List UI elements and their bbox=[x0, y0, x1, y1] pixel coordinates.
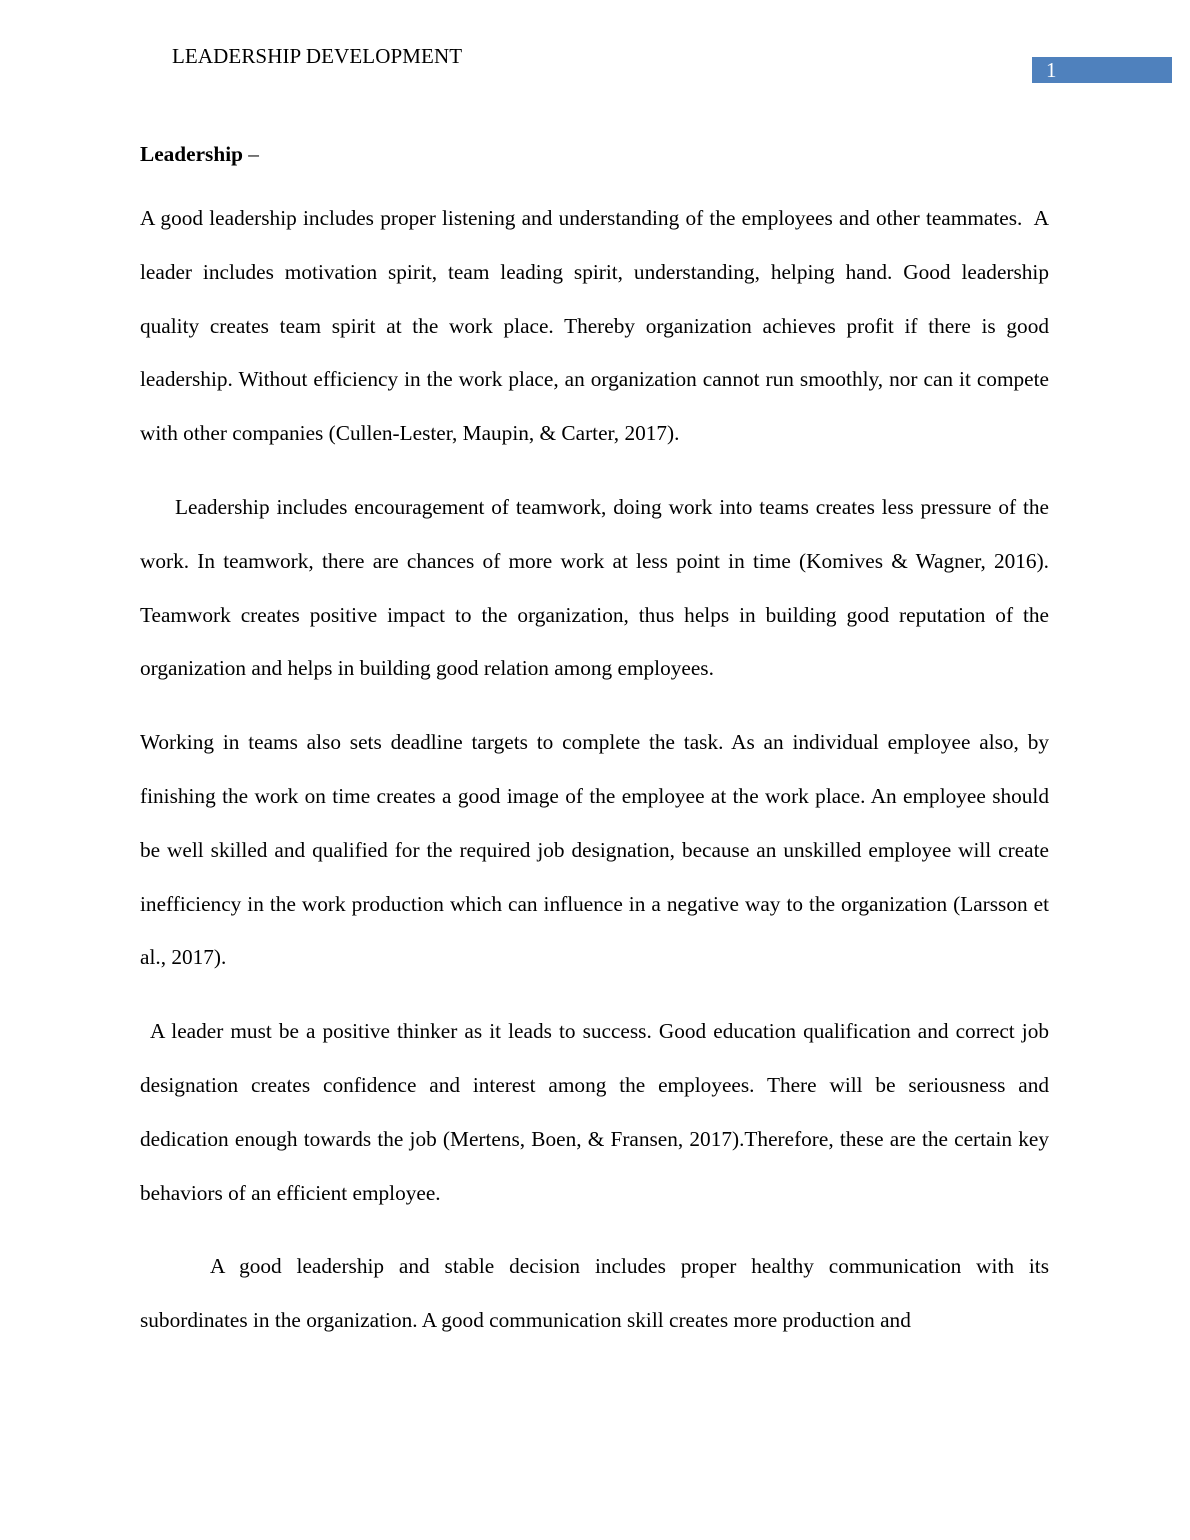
paragraph-3: Working in teams also sets deadline targets to complete the task. As an individual employee also, by finishing the work on time creates a good image of the employee at the work place. An employee should be well skilled and qualified for the required job designation, because an unskilled employee will create inefficiency in the work production which can influence in a negative way to the organization (Larsson et al., 2017). bbox=[140, 730, 1049, 970]
page-number-box bbox=[1032, 57, 1172, 83]
document-body bbox=[140, 136, 1049, 1368]
section-heading-dash: – bbox=[242, 142, 259, 166]
paragraph-1: A good leadership includes proper listening and understanding of the employees and other teammates. A leader includes motivation spirit, team leading spirit, understanding, helping hand. Good leadership quality creates team spirit at the work place. Thereby organization achieves profit if there is good leadership. Without efficiency in the work place, an organization cannot run smoothly, nor can it compete with other companies (Cullen-Lester, Maupin, & Carter, 2017). bbox=[140, 206, 1049, 446]
paragraph-2: Leadership includes encouragement of teamwork, doing work into teams creates less pressure of the work. In teamwork, there are chances of more work at less point in time (Komives & Wagner, 2016). Teamwork creates positive impact to the organization, thus helps in building good reputation of the organization and helps in building good relation among employees. bbox=[140, 494, 1049, 681]
section-heading bbox=[140, 136, 1049, 172]
paragraph-4: A leader must be a positive thinker as it leads to success. Good education qualification and correct job designation creates confidence and interest among the employees. There will be seriousness and dedication enough towards the job (Mertens, Boen, & Fransen, 2017).Therefore, these are the certain key behaviors of an efficient employee. bbox=[140, 1019, 1049, 1205]
paragraph-5: A good leadership and stable decision includes proper healthy communication with its subordinates in the organization. A good communication skill creates more production and bbox=[140, 1254, 1049, 1333]
page-number: 1 bbox=[1046, 58, 1057, 82]
running-head: LEADERSHIP DEVELOPMENT bbox=[172, 44, 463, 68]
section-heading-title: Leadership bbox=[140, 142, 243, 166]
